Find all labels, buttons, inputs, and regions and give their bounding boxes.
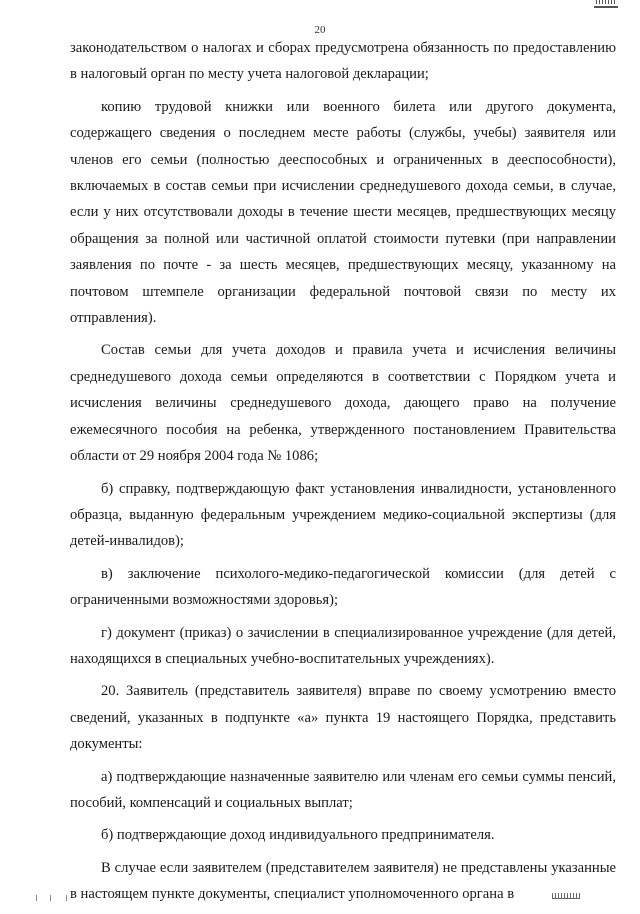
paragraph-closing: В случае если заявителем (представителем заявителя) не представлены указанные в настоящем пункте документы, специалист уполномоченного органа в [70,859,616,903]
document-body [70,35,616,914]
paragraph-work-record: копию трудовой книжки или военного билета или другого документа, содержащего сведения о последнем месте работы (службы, учебы) заявителя или членов его семьи (полностью дееспособных и ограниченных в дееспособности), включаемых в состав семьи при исчислении среднедушевого дохода семьи, в случае, если у них отсутствовали доходы в течение шести месяцев, предшествующих месяцу обращения за полной или частичной оплатой стоимости путевки (при направлении заявления по почте - за шесть месяцев, предшествующих месяцу, указанному на почтовом штемпеле организации федеральной почтовой связи по месту их отправления). [70,98,616,327]
page-number: 20 [314,24,326,36]
paragraph-section-20: 20. Заявитель (представитель заявителя) вправе по своему усмотрению вместо сведений, указанных в подпункте «а» пункта 19 настоящего Порядка, представить документы: [70,683,616,753]
paragraph-item-v: в) заключение психолого-медико-педагогической комиссии (для детей с ограниченными возможностями здоровья); [70,565,616,609]
scan-mark-bottom-right [552,893,580,899]
paragraph-continuation: законодательством о налогах и сборах предусмотрена обязанность по предоставлению в налоговый орган по месту учета налоговой декларации; [70,40,616,83]
paragraph-item-a: а) подтверждающие назначенные заявителю или членам его семьи суммы пенсий, пособий, компенсаций и социальных выплат; [70,768,616,811]
paragraph-family-composition: Состав семьи для учета доходов и правила учета и исчисления величины среднедушевого дохода семьи определяются в соответствии с Порядком учета и исчисления величины среднедушевого дохода, дающего право на получение ежемесячного пособия на ребенка, утвержденного постановлением Правительства области от 29 ноября 2004 года № 1086; [70,342,616,465]
paragraph-item-b: б) справку, подтверждающую факт установления инвалидности, установленного образца, выданную федеральным учреждением медико-социальной экспертизы (для детей-инвалидов); [70,480,616,550]
scan-mark-top [594,0,618,8]
paragraph-item-g: г) документ (приказ) о зачислении в специализированное учреждение (для детей, находящихся в специальных учебно-воспитательных учреждениях). [70,624,616,667]
scan-mark-bottom-left [36,893,76,901]
paragraph-item-b-income: б) подтверждающие доход индивидуального предпринимателя. [101,827,495,844]
